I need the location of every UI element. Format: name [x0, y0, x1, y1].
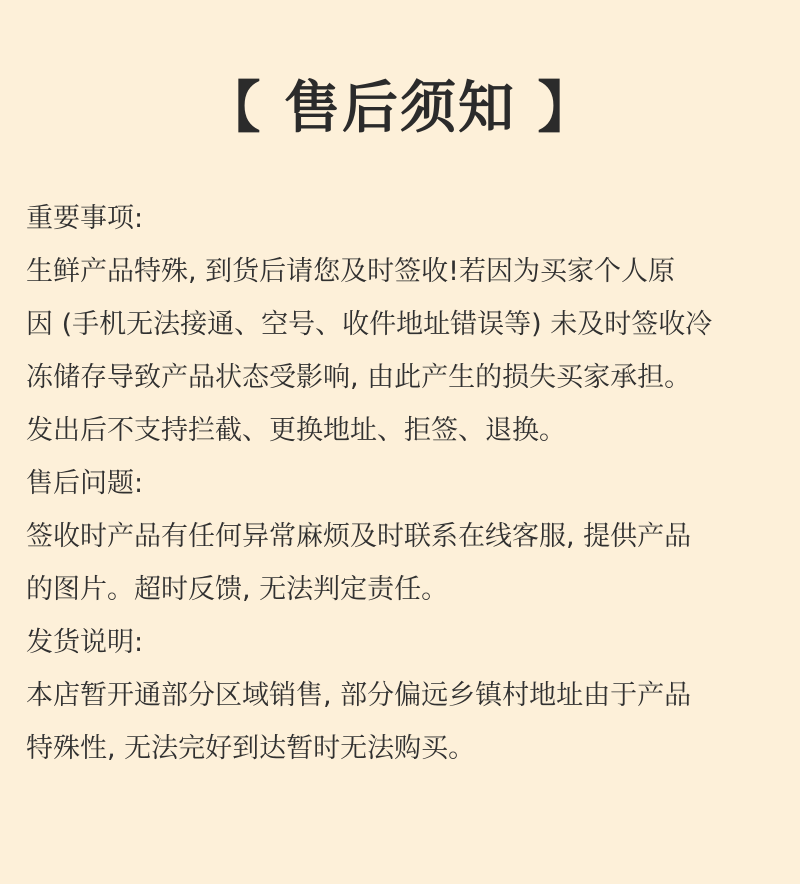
notice-line: 冻储存导致产品状态受影响, 由此产生的损失买家承担。: [26, 362, 692, 393]
section-heading-important: 重要事项:: [26, 203, 144, 234]
page-title: 【 售后须知 】: [204, 76, 596, 141]
notice-line: 因 (手机无法接通、空号、收件地址错误等) 未及时签收冷: [26, 309, 713, 340]
notice-line: 签收时产品有任何异常麻烦及时联系在线客服, 提供产品: [26, 521, 692, 552]
notice-line: 特殊性, 无法完好到达暂时无法购买。: [26, 733, 476, 764]
section-heading-after-sales: 售后问题:: [26, 468, 144, 499]
notice-content: [26, 192, 786, 775]
section-heading-shipping: 发货说明:: [26, 627, 144, 658]
notice-line: 生鲜产品特殊, 到货后请您及时签收!若因为买家个人原: [26, 256, 675, 287]
notice-line: 本店暂开通部分区域销售, 部分偏远乡镇村地址由于产品: [26, 680, 692, 711]
notice-line: 的图片。超时反馈, 无法判定责任。: [26, 574, 449, 605]
notice-line: 发出后不支持拦截、更换地址、拒签、退换。: [26, 415, 566, 446]
